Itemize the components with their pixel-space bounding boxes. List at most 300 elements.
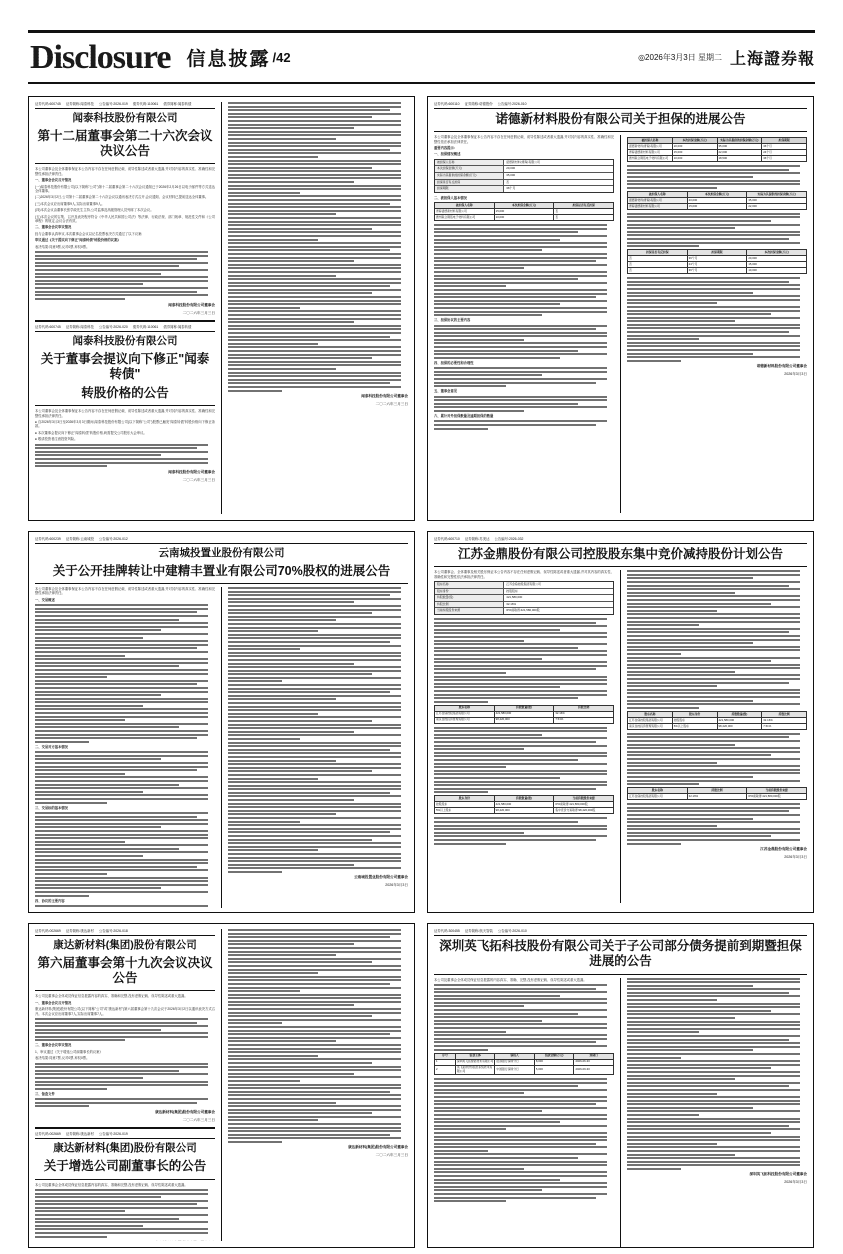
title-rule [35,990,215,991]
table-cell: 控股股东 [672,717,717,723]
table-cell: 控股股东 [435,802,495,808]
security-name: 证券简称:康达新材 [65,929,94,933]
table-header: 股东名称 [435,705,495,711]
table-cell: 35,000 [717,144,762,150]
grid-row-1 [28,96,815,521]
table-header: 持股数量(股) [494,705,554,711]
title-rule [434,974,807,975]
table-header: 持股比例 [554,705,614,711]
table-cell: 18,500 [717,156,762,162]
section-body: (三)本次会议应出席董事9人,实际出席董事9人。 [35,201,105,206]
masthead-date: ◎2026年3月3日 星期二 [638,53,722,62]
form-key: 被担保人名称 [435,160,504,166]
bullet-item: ● 本次董事会提议向下修正"闻泰转债"转股价格,尚需提交公司股东大会审议。 [35,430,147,435]
article-signature: 康达新材料(集团)股份有限公司董事会 [348,1145,408,1150]
shareholder-form [434,581,614,615]
bond-name: 债券简称:闻泰转债 [163,102,192,106]
table-cell: 诺德新材料(青海)有限公司 [628,197,688,203]
article-date: 二〇二六年三月三日 [182,1118,215,1123]
form-value: 否 [506,179,510,184]
form-key: 本次担保金额(万元) [435,166,504,172]
table-header: 持股比例 [762,711,807,717]
form-value: 江苏金鼎控股集团有限公司 [506,582,541,587]
body-text-block [35,1098,215,1107]
security-name: 证券简称:云南城投 [65,537,94,541]
table-cell: 15,000 [672,150,717,156]
table-header: 到期日 [574,1053,614,1059]
security-code: 证券代码:600745 [35,324,61,329]
form-value: 35,000 [506,173,516,178]
table-cell: 8,000 [534,1059,574,1065]
body-text-block [35,604,215,743]
security-name: 证券简称:苏美达 [464,537,490,541]
table-cell: 24个月 [687,262,747,268]
column-separator [221,102,222,514]
security-code-line [434,537,807,544]
table-header: 序号 [435,1053,456,1059]
security-code-line [434,929,807,936]
form-value: IPO前取得:421,580,000股 [506,608,540,613]
title-rule [35,405,215,406]
section-body: 审议通过《关于提议向下修正"闻泰转债"转股价格的议案》 [35,238,121,243]
table-cell: 24个月 [762,150,807,156]
announcement-number: 公告编号:2026-012 [98,537,128,541]
table-cell: 22,000 [747,203,807,209]
column-separator [620,135,621,513]
table-header: 担保是否有反担保 [554,203,614,209]
table-row [628,156,807,162]
bullet-item: ● 敬请投资者注意投资风险。 [35,437,78,442]
article-lead: 本公司及董事会全体成员保证信息披露内容的真实、准确和完整,没有虚假记载、误导性陈述或重大遗漏。 [35,1182,188,1187]
table-cell: 15,000 [687,203,747,209]
body-text-block [35,251,215,300]
table-cell: 5%以上股东 [435,808,495,814]
security-name: 证券简称:闻泰科技 [65,324,94,329]
article-divider [35,320,215,322]
section-body: 表决结果:同意9票,反对0票,弃权0票。 [35,244,90,249]
form-value: 诺德新材料(青海)有限公司 [506,159,540,164]
table-cell: 20,000 [672,144,717,150]
security-code-line [434,102,807,109]
table-cell: 35,000 [747,197,807,203]
body-text-block [627,803,807,845]
article-lead: 本公司董事会及全体董事保证本公告内容不存在任何虚假记载、误导性陈述或者重大遗漏,并对其内容的真实性、准确性和完整性依法承担法律责任。 [434,135,614,144]
table-header: 本次担保金额(万元) [687,191,747,197]
security-code: 证券代码:600745 [35,102,61,106]
article-title-main: 诺德新材料股份有限公司关于担保的进展公告 [495,112,746,126]
guarantee-table [434,202,614,221]
title-rule [434,566,807,567]
grid-row-2 [28,531,815,913]
article-date: 2026年3月3日 [385,882,408,887]
table-cell: 20,000 [687,197,747,203]
body-text-block [35,905,215,908]
form-key: 持股比例 [435,602,504,608]
article-title-main: 关于公开挂牌转让中建精丰置业有限公司70%股权的进展公告 [52,563,391,578]
bond-code: 债券代码:110061 [132,324,159,329]
table-cell: 南京金控投资管理有限公司 [435,717,495,723]
table-cell: 36个月 [762,144,807,150]
body-text-block [434,1078,614,1202]
announcement-number: 公告编号:2026-010 [497,102,527,106]
table-cell: 集中竞价交易取得:98,420,000股 [554,808,614,814]
security-code-line [35,325,215,332]
table-header: 实际为其提供的担保余额(万元) [717,138,762,144]
guarantee-detail-table [627,137,807,162]
shareholding-table [434,705,614,724]
column-separator [620,570,621,903]
table-cell: 32.16% [687,794,747,800]
table-cell: 否 [628,256,688,262]
form-value: 421,580,000 [506,595,523,600]
security-name: 证券简称:康达新材 [65,1132,94,1137]
body-text-block [434,367,614,387]
table-cell: 421,580,000 [494,802,554,808]
article-signature: 深圳英飞拓科技股份有限公司董事会 [749,1171,807,1176]
article-column-left [434,570,614,903]
article-signature: 闻泰科技股份有限公司董事会 [361,393,408,398]
security-name: 证券简称:航天智装 [464,929,493,933]
article-box-nuode [427,96,814,521]
bond-name: 债券简称:闻泰转债 [163,324,192,329]
table-header: 借款金额(万元) [534,1053,574,1059]
section-heading: 五、董事会意见 [434,389,458,394]
section-heading: 二、交易对方基本情况 [35,744,68,749]
form-value: 控股股东 [506,588,518,593]
table-cell: 2026-09-30 [574,1065,614,1074]
debt-table [434,1053,614,1075]
table-cell: 否 [554,209,614,215]
section-body: 表决结果:同意7票,反对0票,弃权0票。 [35,1056,90,1061]
table-header: 持股数量(股) [717,711,762,717]
article-title-main: 江苏金鼎股份有限公司控股股东集中竞价减持股份计划公告 [457,547,783,561]
masthead-paper-name: 上海證券報 [729,51,815,68]
section-heading: 四、担保的必要性和合理性 [434,360,474,365]
table-cell: 36个月 [687,268,747,274]
form-key: 股东名称 [435,582,504,588]
table-cell: 否 [554,215,614,221]
article-box-jinding [427,531,814,913]
table-cell: 1 [435,1059,456,1065]
summary-table [627,787,807,800]
section-heading: 三、交易标的基本情况 [35,805,68,810]
table-cell: 36个月 [762,156,807,162]
table-cell: 98,420,000 [494,808,554,814]
article-title-main: 关于董事会提议向下修正"闻泰转债" [40,351,210,381]
body-text-block [434,618,614,703]
article-title-company: 闻泰科技股份有限公司 [72,334,178,347]
body-text-block [35,1063,215,1090]
table-cell: 421,580,000 [494,711,554,717]
table-header: 被担保人名称 [628,191,688,197]
article-column-left [35,587,215,908]
form-value: 20,000 [506,166,516,171]
table-header: 当前持股股份来源 [554,796,614,802]
article-title-main: 第十二届董事会第二十六次会议决议公告 [37,128,213,159]
table-cell: 江苏金鼎控股集团有限公司 [628,794,688,800]
table-cell: 20,000 [747,256,807,262]
body-text-block [434,420,614,429]
table-cell: 诺德新材料(青海)有限公司 [628,144,673,150]
section-heading: 一、董事会会议召开情况 [35,1000,72,1005]
article-column-right [228,587,408,908]
table-header: 担保是否有反担保 [628,250,688,256]
table-cell: 否 [628,268,688,274]
article-divider [35,1127,215,1129]
body-text-block [627,165,807,189]
article-column-left [434,978,614,1249]
table-cell: 32.16% [554,711,614,717]
article-lead: 本公司董事会及全体董事保证本公告内容不存在任何虚假记载、误导性陈述或者重大遗漏,并对其内容的真实性、准确性和完整性承担法律责任。 [35,409,215,418]
table-cell: 22,000 [717,150,762,156]
announcement-number: 公告编号:2026-019 [98,102,128,106]
form-key: 股东身份 [435,589,504,595]
article-date: 2026年3月3日 [784,1179,807,1184]
security-code: 证券代码:002669 [35,929,61,933]
column-separator [221,929,222,1241]
security-code-line [35,537,408,544]
body-text-block [627,978,807,1170]
section-heading: 一、担保情况概述 [434,152,461,157]
form-value: 32.16% [506,601,517,606]
table-header: 本次担保金额(万元) [672,138,717,144]
security-code-line [35,102,215,109]
section-heading: 三、备查文件 [35,1091,55,1096]
title-rule [434,131,807,132]
form-key: 实际为其提供的担保余额(万元) [435,173,504,179]
table-header: 实际为其提供的担保余额(万元) [747,191,807,197]
form-key: 担保期限 [435,186,504,192]
table-header: 持股比例 [687,788,747,794]
article-lead: 本公司及董事会全体成员保证信息披露内容的真实、准确和完整,没有虚假记载、误导性陈述或重大遗漏。 [35,994,188,999]
table-row [628,794,807,800]
guarantee-form [434,159,614,193]
column-separator [620,978,621,1249]
article-title-company: 云南城投置业股份有限公司 [158,547,285,559]
table-header: 股东名称 [628,711,673,717]
table-header: 股东身份 [672,711,717,717]
article-title-main-2: 转股价格的公告 [81,386,169,400]
table-cell: 98,420,000 [494,717,554,723]
title-rule [35,163,215,164]
article-date: 二〇二六年三月三日 [375,401,408,406]
article-box-yingfeituo [427,923,814,1248]
table-cell: 否 [628,262,688,268]
article-date: 二〇二六年三月三日 [182,478,215,483]
table-cell: 江苏金鼎控股集团有限公司 [435,711,495,717]
table-header: 本次担保金额(万元) [747,250,807,256]
form-key: 当前持股股份来源 [435,608,504,614]
article-lead: 本公司及董事会全体成员保证信息披露的内容真实、准确、完整,没有虚假记载、误导性陈述或重大遗漏。 [434,977,587,982]
article-column-right [627,135,807,513]
table-row [435,1065,614,1074]
article-title-main: 第六届董事会第十九次会议决议公告 [37,955,213,986]
security-code: 证券代码:600110 [434,102,460,106]
table-row [628,723,807,729]
article-box-yunnan [28,531,415,913]
masthead-rule-top [28,30,815,33]
section-heading: 一、董事会会议召开情况 [35,178,72,183]
table-header: 本次担保金额(万元) [494,203,554,209]
security-code-line [35,1132,215,1139]
table-cell: 10,000 [672,156,717,162]
body-text-block [228,102,408,392]
table-cell: 青海诺德新材料有限公司 [628,150,673,156]
plan-table [434,795,614,814]
article-date: 2026年3月3日 [784,371,807,376]
announcement-number: 公告编号:2026-032 [494,537,524,541]
article-title-main: 关于增选公司副董事长的公告 [43,1159,207,1174]
table-header: 被担保人名称 [628,138,673,144]
body-text-block [434,325,614,359]
bond-code: 债券代码:110061 [132,102,159,106]
article-title-company: 闻泰科技股份有限公司 [72,112,178,124]
table-cell: 中国银行深圳分行 [495,1065,535,1074]
article-grid [28,96,815,1254]
body-text-block [434,224,614,316]
announcement-number: 公告编号:2026-010 [497,929,527,933]
article-title-main: 深圳英飞拓科技股份有限公司关于子公司部分债务提前到期暨担保进展的公告 [439,939,802,969]
security-code: 证券代码:600239 [35,537,61,541]
article-column-right [228,102,408,514]
table-cell: 10,000 [747,268,807,274]
security-name: 证券简称:闻泰科技 [65,102,94,106]
table-cell: 421,580,000 [717,717,762,723]
article-lead: 本公司董事会及全体董事保证本公告内容不存在任何虚假记载、误导性陈述或者重大遗漏,并对其内容的真实性、准确性和完整性承担法律责任。 [35,587,215,596]
masthead-page-number: /42 [272,50,291,65]
table-cell: 江苏金鼎控股集团有限公司 [628,717,673,723]
table-cell: 2026-06-30 [574,1059,614,1065]
table-header: 股东身份 [435,796,495,802]
article-title-company: 康达新材料(集团)股份有限公司 [53,1142,197,1155]
section-body: (四)本次会议由董事长张学政先生主持,公司监事及高级管理人员列席了本次会议。 [35,208,154,213]
section-body: (一)闻泰科技股份有限公司(以下简称"公司")第十二届董事会第二十六次会议通知已于2026年2月26日以电子邮件等方式送达全体董事。 [35,184,215,193]
table-row [435,215,614,221]
table-cell: 英飞拓(杭州)信息系统技术有限公司 [455,1065,495,1074]
announcement-number: 公告编号:2026-020 [98,324,128,329]
body-text-block [228,929,408,1143]
article-column-right [228,929,408,1241]
section-heading: 四、协议的主要内容 [35,898,65,903]
masthead-title-cn: 信息披露 [186,49,271,70]
article-signature: 闻泰科技股份有限公司董事会 [168,302,215,307]
table-row [628,268,807,274]
table-row [435,717,614,723]
article-signature: 康达新材料(集团)股份有限公司董事会 [155,1110,215,1115]
table-cell: IPO前取得:421,580,000股 [554,802,614,808]
table-cell: IPO前取得:421,580,000股 [747,794,807,800]
body-text-block [627,570,807,709]
body-text-block [35,1189,215,1238]
article-column-left [434,135,614,513]
section-heading: 三、担保协议的主要内容 [434,318,471,323]
body-text-block [627,733,807,785]
body-text-block [35,1018,215,1042]
body-text-block [627,277,807,362]
section-heading: 重要内容提示: [434,146,455,151]
section-heading: 六、累计对外担保数量及逾期担保的数量 [434,414,494,418]
summary-table [627,249,807,274]
table-cell: 5%以上股东 [672,723,717,729]
body-text-block [35,444,215,468]
security-code: 证券代码:600710 [434,537,460,541]
table-header: 持股数量(股) [494,796,554,802]
column-separator [221,587,222,908]
body-text-block [434,817,614,844]
masthead [28,30,815,84]
body-text-block [434,396,614,412]
form-value: 36个月 [506,186,516,191]
grid-row-3 [28,923,815,1248]
table-cell: 深圳英飞拓智能技术有限公司 [456,1059,494,1064]
announcement-number: 公告编号:2026-019 [98,1132,128,1137]
detail-table [627,711,807,730]
body-text-block [627,213,807,247]
table-cell: 10,000 [494,215,554,221]
form-key: 持股数量(股) [435,595,504,601]
table-cell: 32.16% [762,717,807,723]
article-lead: 本公司董事会及全体董事保证本公告内容不存在任何虚假记载、误导性陈述或者重大遗漏,并对其内容的真实性、准确性和完整性承担法律责任。 [35,167,215,176]
body-text-block [434,984,614,1051]
article-date: 二〇二六年三月三日 [182,310,215,315]
body-text-block [228,587,408,873]
article-title-company: 康达新材料(集团)股份有限公司 [53,939,197,951]
body-text-block [434,727,614,794]
article-column-left [35,929,215,1241]
security-name: 证券简称:诺德股份 [464,102,493,106]
title-rule [35,1179,215,1180]
table-header: 担保期限 [687,250,747,256]
article-lead: 本公司董事会、全体董事及相关股东保证本公告内容不存在任何虚假记载、误导性陈述或者重大遗漏,并对其内容的真实性、准确性和完整性依法承担法律责任。 [434,570,614,579]
section-heading: 二、董事会会议审议情况 [35,225,72,230]
article-date: 二〇二六年三月三日 [375,1153,408,1158]
table-cell: 惠州联合铜箔电子材料有限公司 [435,215,495,221]
section-heading: 二、董事会会议审议情况 [35,1043,72,1048]
article-signature: 诺德新材料股份有限公司董事会 [756,363,807,368]
table-cell: 98,420,000 [717,723,762,729]
bullet-item: ● 自2026年3月3日至2026年3月3日期间,闻泰科技股份有限公司(以下简称"公司")股票已触发"闻泰转债"转股价格向下修正条款。 [35,420,215,429]
table-header: 担保期限 [762,138,807,144]
article-column-left [35,102,215,514]
section-body: 1、审议通过《关于增选公司副董事长的议案》 [35,1049,103,1054]
table-cell: 青海诺德新材料有限公司 [435,209,495,215]
article-box-kangda [28,923,415,1248]
masthead-logo: Disclosure [28,39,176,77]
table-cell: 15,000 [747,262,807,268]
table-header: 被担保人名称 [435,203,495,209]
article-signature: 云南城投置业股份有限公司董事会 [354,874,408,879]
financial-table [627,191,807,210]
table-cell: 7.51% [762,723,807,729]
table-header: 借款主体 [455,1053,495,1059]
table-cell: 36个月 [687,256,747,262]
security-code: 证券代码:002669 [35,1132,61,1137]
table-row [628,203,807,209]
masthead-rule-bottom [28,82,815,84]
form-key: 担保是否有反担保 [435,180,504,186]
table-cell: 5,000 [534,1065,574,1074]
table-cell: 青海诺德新材料有限公司 [628,203,688,209]
table-cell: 2 [435,1065,456,1074]
article-column-right [627,978,807,1249]
table-row [435,808,614,814]
table-header: 当前持股股份来源 [747,788,807,794]
section-body: 康达新材料(集团)股份有限公司(以下简称"公司"或"康达新材")第六届董事会第十九次会议于2026年3月2日以通讯表决方式召开。本次会议应出席董事7人,实际出席董事7人。 [35,1007,215,1016]
table-header: 股东名称 [628,788,688,794]
article-date: 2026年3月3日 [784,854,807,859]
table-cell: 惠州联合铜箔电子材料有限公司 [628,156,673,162]
security-code-line [35,929,215,936]
